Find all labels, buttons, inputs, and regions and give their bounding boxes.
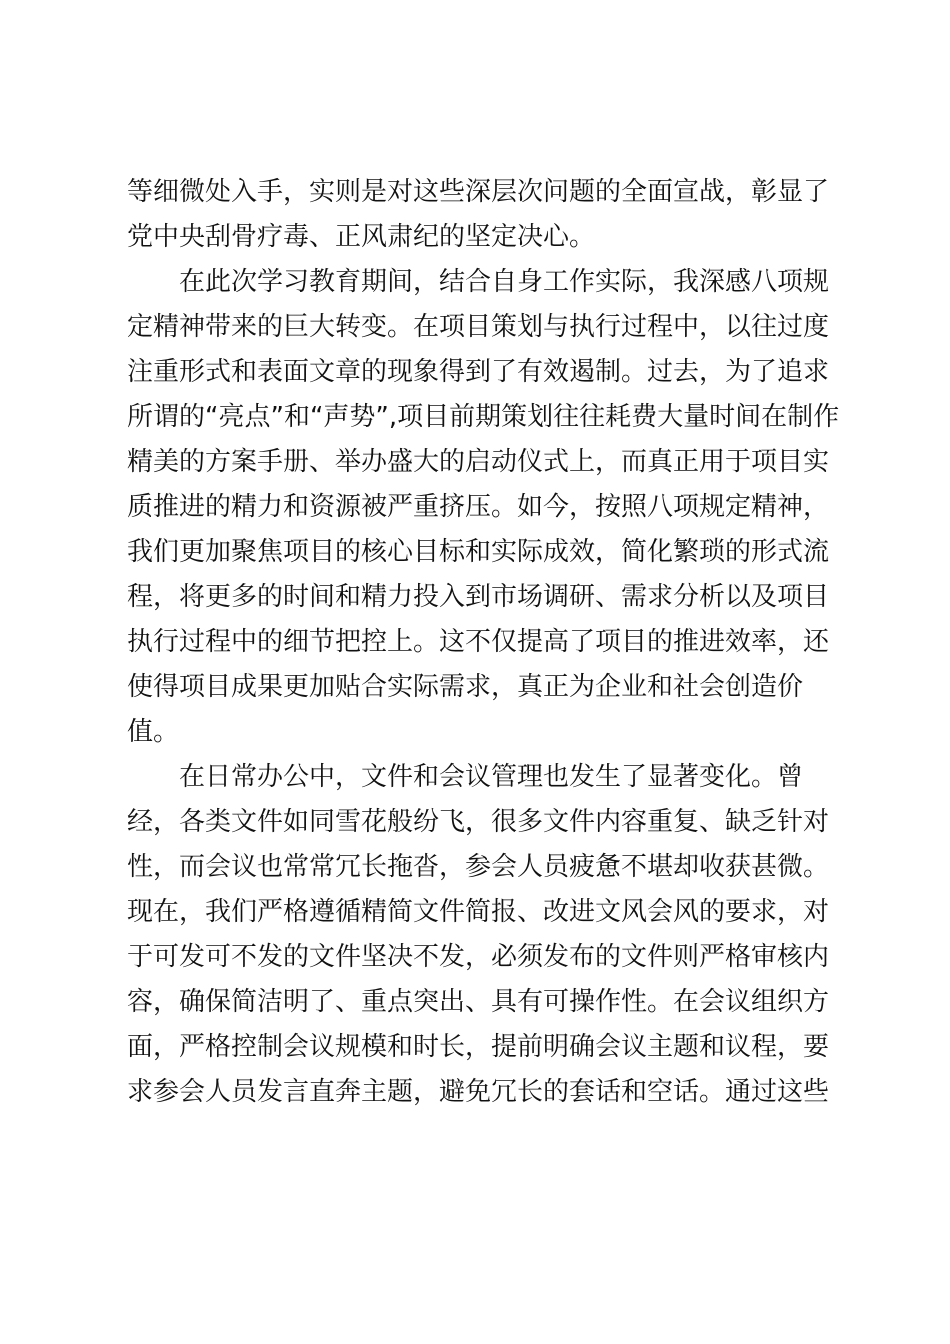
text-line: 性，而会议也常常冗长拖沓，参会人员疲惫不堪却收获甚微。: [127, 852, 830, 882]
text-line: 于可发可不发的文件坚决不发，必须发布的文件则严格审核内: [127, 942, 830, 972]
text-line: 值。: [127, 717, 180, 747]
text-line: 精美的方案手册、举办盛大的启动仪式上，而真正用于项目实: [127, 447, 830, 477]
text-line: 现在，我们严格遵循精简文件简报、改进文风会风的要求，对: [127, 897, 830, 927]
text-line: 求参会人员发言直奔主题，避免冗长的套话和空话。通过这些: [127, 1077, 830, 1107]
text-line: 等细微处入手，实则是对这些深层次问题的全面宣战，彰显了: [127, 177, 830, 207]
text-line: 质推进的精力和资源被严重挤压。如今，按照八项规定精神，: [127, 492, 830, 522]
text-line: 定精神带来的巨大转变。在项目策划与执行过程中，以往过度: [127, 312, 830, 342]
text-line: 程，将更多的时间和精力投入到市场调研、需求分析以及项目: [127, 582, 830, 612]
paragraph-2: [127, 260, 840, 755]
paragraph-3: [127, 755, 830, 1115]
text-line-indented: 在日常办公中，文件和会议管理也发生了显著变化。曾: [179, 762, 804, 792]
document-body: [127, 170, 840, 1115]
text-line: 执行过程中的细节把控上。这不仅提高了项目的推进效率，还: [127, 627, 830, 657]
paragraph-1: [127, 170, 830, 260]
text-line: 党中央刮骨疗毒、正风肃纪的坚定决心。: [127, 222, 596, 252]
text-line: 我们更加聚焦项目的核心目标和实际成效，简化繁琐的形式流: [127, 537, 830, 567]
text-line: 容，确保简洁明了、重点突出、具有可操作性。在会议组织方: [127, 987, 830, 1017]
text-line: 经，各类文件如同雪花般纷飞，很多文件内容重复、缺乏针对: [127, 807, 830, 837]
text-line: 所谓的“亮点”和“声势”,项目前期策划往往耗费大量时间在制作: [127, 402, 840, 432]
text-line: 面，严格控制会议规模和时长，提前明确会议主题和议程，要: [127, 1032, 830, 1062]
text-line-indented: 在此次学习教育期间，结合自身工作实际，我深感八项规: [179, 267, 830, 297]
text-line: 使得项目成果更加贴合实际需求，真正为企业和社会创造价: [127, 672, 804, 702]
text-line: 注重形式和表面文章的现象得到了有效遏制。过去，为了追求: [127, 357, 830, 387]
